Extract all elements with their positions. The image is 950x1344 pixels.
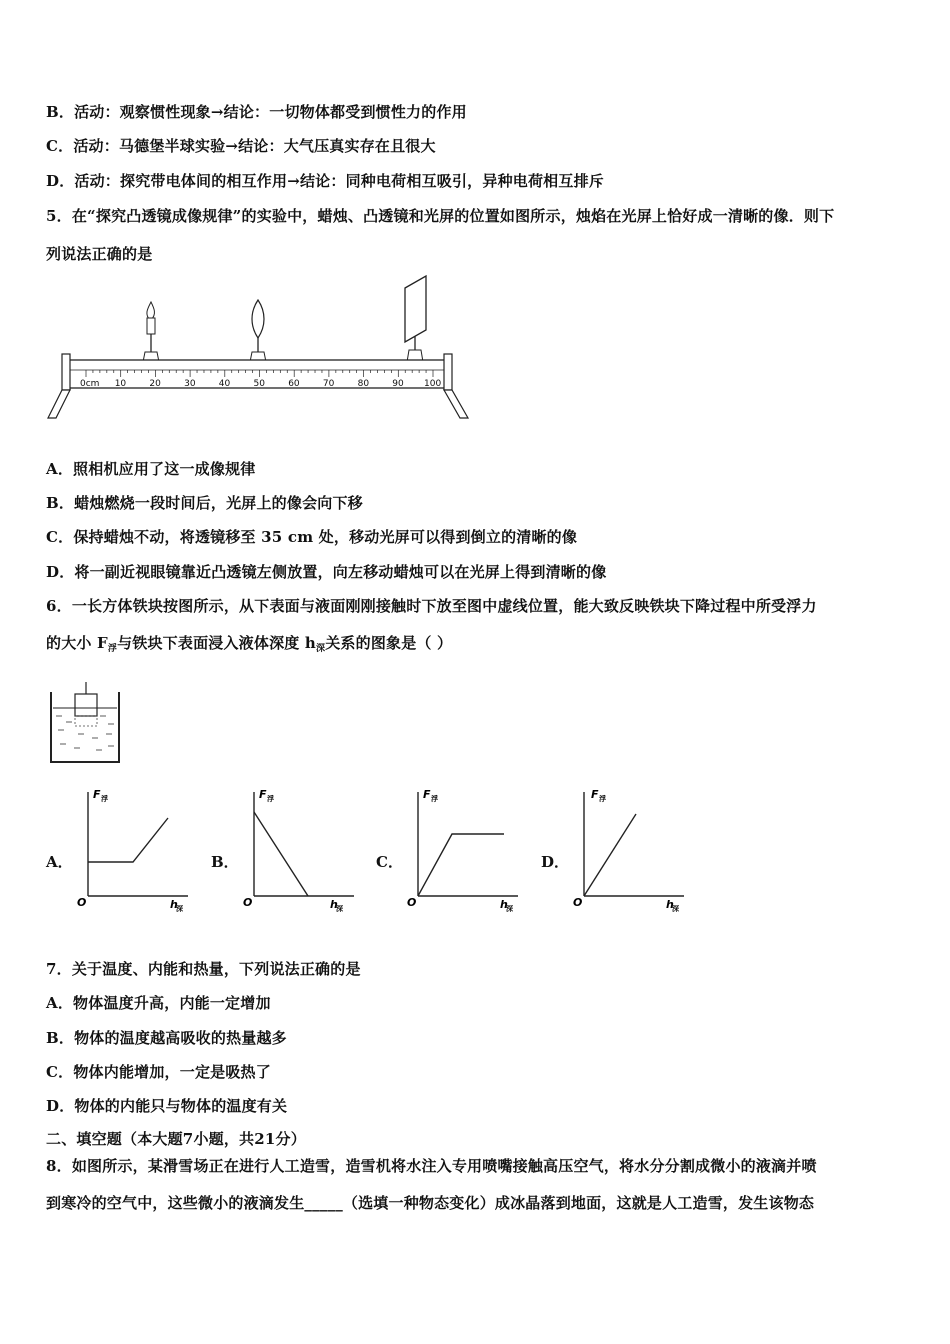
- bench-tick-label: 50: [253, 379, 265, 389]
- bench-tick-label: 0cm: [80, 379, 100, 389]
- candle: [143, 302, 159, 362]
- light-screen: [405, 276, 426, 342]
- svg-text:深: 深: [176, 905, 183, 912]
- bench-leg-right: [444, 390, 468, 418]
- q5-option-b: B．蜡烛燃烧一段时间后，光屏上的像会向下移: [46, 494, 363, 512]
- graph-c: [400, 782, 530, 912]
- graph-b: [236, 782, 366, 912]
- graph-d-curve: [584, 814, 636, 896]
- svg-text:浮: 浮: [599, 795, 606, 803]
- svg-text:O: O: [573, 896, 583, 909]
- x-axis-label: h: [170, 898, 178, 911]
- graph-a: [70, 782, 200, 912]
- bench-leg-left: [48, 390, 70, 418]
- svg-text:深: 深: [506, 905, 513, 912]
- svg-text:h: h: [666, 898, 674, 911]
- bench-tick-label: 10: [114, 379, 127, 389]
- svg-text:浮: 浮: [101, 795, 108, 803]
- q5-stem-line2: 列说法正确的是: [46, 245, 153, 263]
- svg-text:浮: 浮: [431, 795, 438, 803]
- q5-option-d: D．将一副近视眼镜靠近凸透镜左侧放置，向左移动蜡烛可以在光屏上得到清晰的像: [46, 563, 607, 581]
- y-axis-label: F: [93, 788, 101, 801]
- svg-text:浮: 浮: [267, 795, 274, 803]
- bench-tick-label: 80: [357, 379, 370, 389]
- bench-tick-label: 100: [424, 379, 442, 389]
- q4-option-c: C．活动：马德堡半球实验→结论：大气压真实存在且很大: [46, 137, 436, 155]
- origin-label: O: [77, 896, 87, 909]
- q8-stem-line1: 8．如图所示，某滑雪场正在进行人工造雪，造雪机将水注入专用喷嘴接触高压空气，将水分分割成微小的液滴并喷: [46, 1157, 817, 1175]
- q7-option-d: D．物体的内能只与物体的温度有关: [46, 1097, 288, 1115]
- q5-stem-line1: 5．在“探究凸透镜成像规律”的实验中，蜡烛、凸透镜和光屏的位置如图所示，烛焰在光屏上恰好成一清晰的像．则下: [46, 207, 835, 225]
- svg-text:深: 深: [336, 905, 343, 912]
- q5-option-a: A．照相机应用了这一成像规律: [46, 460, 256, 478]
- q7-option-c: C．物体内能增加，一定是吸热了: [46, 1063, 271, 1081]
- svg-text:F: F: [423, 788, 431, 801]
- q8-stem-line2: 到寒冷的空气中，这些微小的液滴发生_____（选填一种物态变化）成冰晶落到地面，这就是人工造雪，发生该物态: [46, 1194, 815, 1212]
- svg-text:O: O: [243, 896, 253, 909]
- bench-tick-label: 30: [184, 379, 196, 389]
- graph-b-curve: [254, 812, 308, 896]
- iron-block: [75, 694, 97, 716]
- section-2-heading: 二、填空题（本大题7小题，共21分）: [46, 1130, 306, 1148]
- graph-a-letter: A．: [46, 853, 73, 871]
- bench-tick-label: 90: [392, 379, 404, 389]
- bench-tick-label: 70: [322, 379, 335, 389]
- bench-tick-label: 60: [288, 379, 300, 389]
- q7-option-b: B．物体的温度越高吸收的热量越多: [46, 1029, 287, 1047]
- svg-text:O: O: [407, 896, 417, 909]
- q7-stem: 7．关于温度、内能和热量，下列说法正确的是: [46, 960, 361, 978]
- bench-tick-label: 40: [218, 379, 231, 389]
- svg-text:h: h: [500, 898, 508, 911]
- q6-stem-line2: 的大小 $F_浮$与铁块下表面浸入液体深度 $h_深$关系的图象是（ ）: [46, 634, 453, 654]
- graph-c-letter: C．: [376, 853, 403, 871]
- optical-bench-figure: [44, 270, 474, 422]
- svg-text:h: h: [330, 898, 338, 911]
- q5-option-c: C．保持蜡烛不动，将透镜移至 35 cm 处，移动光屏可以得到倒立的清晰的像: [46, 528, 578, 546]
- graph-b-letter: B．: [211, 853, 239, 871]
- svg-text:深: 深: [672, 905, 679, 912]
- svg-text:F: F: [259, 788, 267, 801]
- graph-c-curve: [418, 834, 504, 896]
- q4-option-b: B．活动：观察惯性现象→结论：一切物体都受到惯性力的作用: [46, 103, 467, 121]
- graph-d-letter: D．: [541, 853, 570, 871]
- q7-option-a: A．物体温度升高，内能一定增加: [46, 994, 271, 1012]
- bench-tick-label: 20: [149, 379, 161, 389]
- q6-stem-line1: 6．一长方体铁块按图所示，从下表面与液面刚刚接触时下放至图中虚线位置，能大致反映铁块下降过程中所受浮力: [46, 597, 817, 615]
- convex-lens: [250, 300, 266, 362]
- graph-a-curve: [88, 818, 168, 862]
- q4-option-d: D．活动：探究带电体间的相互作用→结论：同种电荷相互吸引，异种电荷相互排斥: [46, 172, 604, 190]
- graph-d: [566, 782, 696, 912]
- beaker-figure: [48, 682, 122, 766]
- svg-text:F: F: [591, 788, 599, 801]
